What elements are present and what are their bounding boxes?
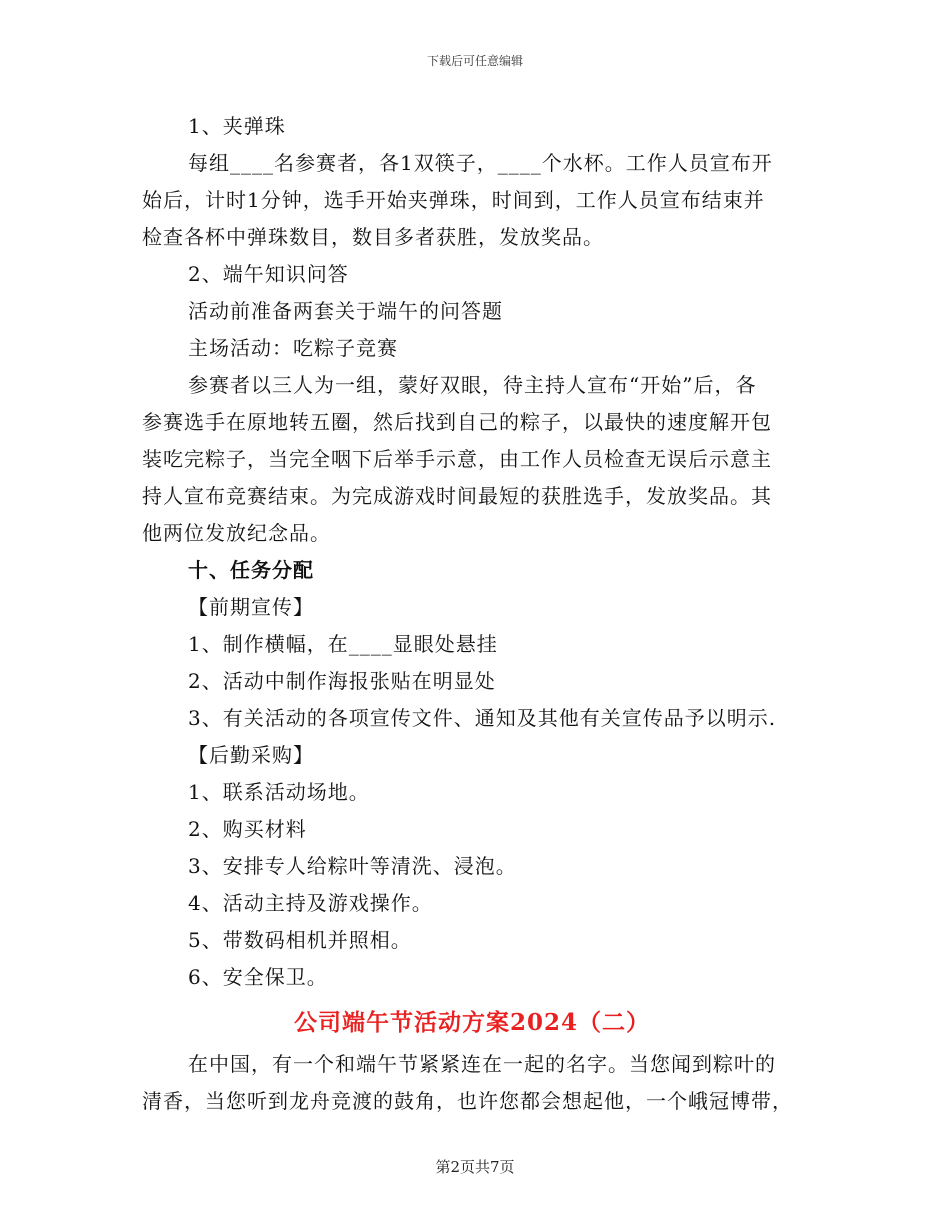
main-activity-heading: 主场活动：吃粽子竞赛 bbox=[188, 336, 398, 360]
item2-body: 活动前准备两套关于端午的问答题 bbox=[188, 299, 503, 323]
main-activity-body-line: 他两位发放纪念品。 bbox=[142, 521, 331, 545]
main-activity-body-line: 装吃完粽子，当完全咽下后举手示意，由工作人员检查无误后示意主 bbox=[142, 447, 772, 471]
logistics-item: 1、联系活动场地。 bbox=[188, 780, 370, 804]
publicity-item: 2、活动中制作海报张贴在明显处 bbox=[188, 669, 496, 693]
logistics-item: 6、安全保卫。 bbox=[188, 965, 328, 989]
logistics-item: 2、购买材料 bbox=[188, 817, 307, 841]
publicity-item: 1、制作横幅，在____显眼处悬挂 bbox=[188, 632, 498, 656]
main-activity-body-line: 参赛选手在原地转五圈，然后找到自己的粽子，以最快的速度解开包 bbox=[142, 410, 772, 434]
item1-heading: 1、夹弹珠 bbox=[188, 114, 286, 138]
part2-body-line: 清香，当您听到龙舟竞渡的鼓角，也许您都会想起他，一个峨冠博带， bbox=[142, 1089, 793, 1113]
main-activity-body-line: 参赛者以三人为一组，蒙好双眼，待主持人宣布“开始”后，各 bbox=[188, 373, 757, 397]
item1-body-line: 始后，计时1分钟，选手开始夹弹珠，时间到，工作人员宣布结束并 bbox=[142, 188, 765, 212]
item2-heading: 2、端午知识问答 bbox=[188, 262, 349, 286]
publicity-label: 【前期宣传】 bbox=[188, 595, 314, 619]
document-body bbox=[142, 108, 802, 1120]
part2-body-line: 在中国，有一个和端午节紧紧连在一起的名字。当您闻到粽叶的 bbox=[188, 1052, 776, 1076]
item1-body-line: 每组____名参赛者，各1双筷子，____个水杯。工作人员宣布开 bbox=[188, 151, 773, 175]
logistics-item: 4、活动主持及游戏操作。 bbox=[188, 891, 433, 915]
logistics-item: 3、安排专人给粽叶等清洗、浸泡。 bbox=[188, 854, 517, 878]
main-activity-body-line: 持人宣布竞赛结束。为完成游戏时间最短的获胜选手，发放奖品。其 bbox=[142, 484, 772, 508]
part2-title: 公司端午节活动方案2024（二） bbox=[293, 1009, 650, 1036]
item1-body-line: 检查各杯中弹珠数目，数目多者获胜，发放奖品。 bbox=[142, 225, 604, 249]
logistics-item: 5、带数码相机并照相。 bbox=[188, 928, 412, 952]
publicity-item: 3、有关活动的各项宣传文件、通知及其他有关宣传品予以明示. bbox=[188, 706, 777, 730]
section-heading-task-assignment: 十、任务分配 bbox=[188, 558, 314, 582]
page-header: 下载后可任意编辑 bbox=[426, 54, 523, 68]
logistics-label: 【后勤采购】 bbox=[188, 743, 314, 767]
page-footer: 第2页共7页 bbox=[435, 1158, 515, 1176]
